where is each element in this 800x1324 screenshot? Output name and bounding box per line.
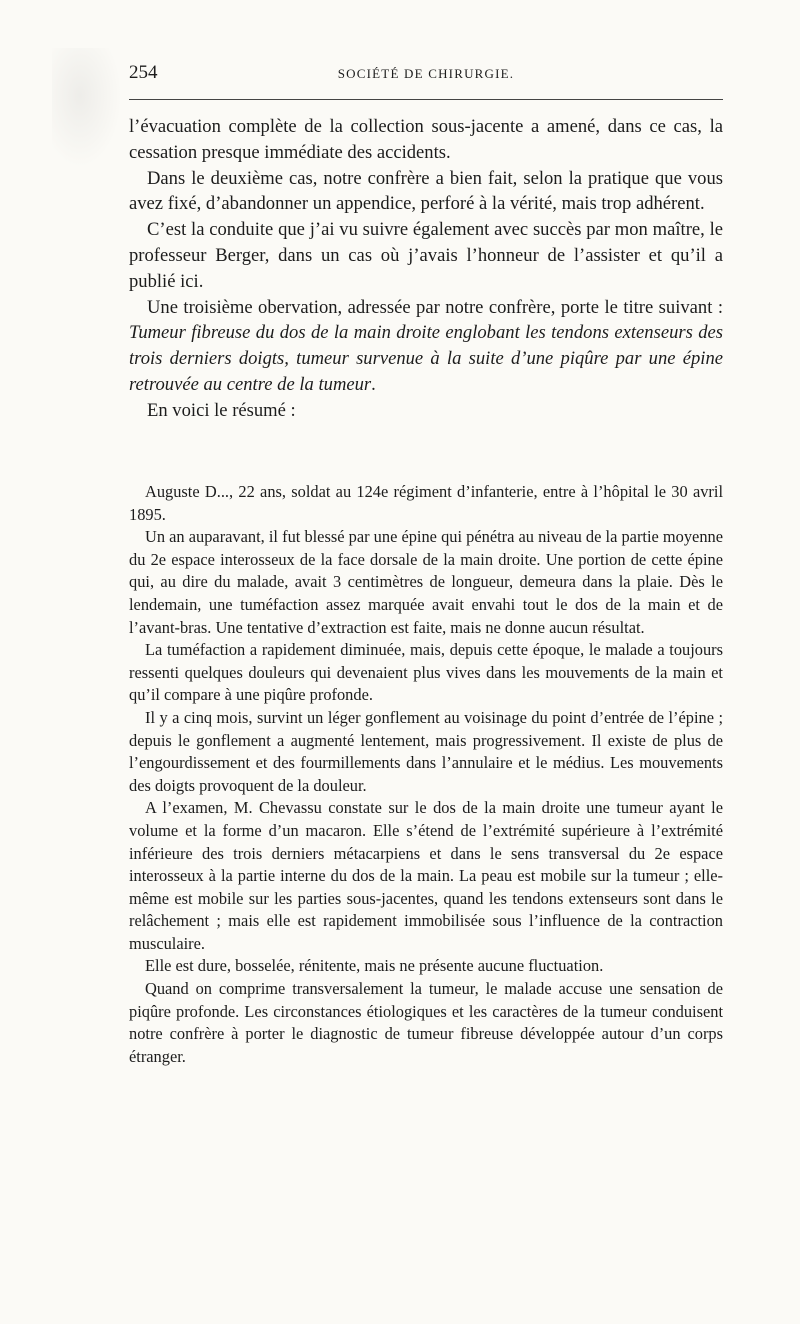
case-paragraph: Quand on comprime transversalement la tumeur, le malade accuse une sensation de piqûre profonde. Les circonstances étiologiques et les caractères de la tumeur conduisent notre confrère à porter le diagnostic de tumeur fibreuse développée autour d’un corps étranger. [129,979,723,1066]
case-paragraph: Auguste D..., 22 ans, soldat au 124e régiment d’infanterie, entre à l’hôpital le 30 avril 1895. [129,482,723,524]
observation-end: . [371,373,376,395]
paper-stain [52,48,122,168]
case-paragraph: A l’examen, M. Chevassu constate sur le dos de la main droite une tumeur ayant le volume et la forme d’un macaron. Elle s’étend de l’extrémité supérieure à l’extrémité inférieure des trois derniers métacarpiens et dans le sens transversal du 2e espace interosseux à la partie interne du dos de la main. La peau est mobile sur la tumeur ; elle-même est mobile sur les parties sous-jacentes, quand les tendons extenseurs sont dans le relâchement ; mais elle est rapidement immobilisée sous l’influence de la contraction musculaire. [129,798,723,953]
case-paragraph: Elle est dure, bosselée, rénitente, mais ne présente aucune fluctuation. [145,956,604,976]
running-head: SOCIÉTÉ DE CHIRURGIE. [337,66,515,81]
case-paragraph: La tuméfaction a rapidement diminuée, mais, depuis cette époque, le malade a toujours ressenti quelques douleurs qui devenaient plus vives dans les mouvements de la main et qu’il compare à une piqûre profonde. [129,640,723,705]
observation-intro: Une troisième obervation, adressée par notre confrère, porte le titre suivant : [147,296,723,318]
case-report [129,481,723,1068]
paragraph: C’est la conduite que j’ai vu suivre également avec succès par mon maître, le professeur Berger, dans un cas où j’avais l’honneur de l’assister et qu’il a publié ici. [129,219,723,292]
case-paragraph: Il y a cinq mois, survint un léger gonflement au voisinage du point d’entrée de l’épine ; depuis le gonflement a augmenté lentement, mais progressivement. Il existe de plus de l’engourdissement et des fourmillements dans l’annulaire et le médius. Les mouvements des doigts provoquent de la douleur. [129,707,723,795]
page-header [129,62,723,88]
main-text [129,114,723,424]
case-paragraph: Un an auparavant, il fut blessé par une épine qui pénétra au niveau de la partie moyenne du 2e espace interosseux de la face dorsale de la main droite. Une portion de cette épine qui, au dire du malade, avait 3 centimètres de longueur, demeura dans la plaie. Dès le lendemain, une tuméfaction assez marquée avait envahi tout le dos de la main et de l’avant-bras. Une tentative d’extraction est faite, mais ne donne aucun résultat. [129,527,723,637]
resume-label: En voici le résumé : [147,399,296,421]
observation-title: Tumeur fibreuse du dos de la main droite englobant les tendons extenseurs des trois derniers doigts, tumeur survenue à la suite d’une piqûre par une épine retrouvée au centre de la tumeur [129,322,723,395]
observation-paragraph [129,295,723,398]
paragraph: Dans le deuxième cas, notre confrère a bien fait, selon la pratique que vous avez fixé, d’abandonner un appendice, perforé à la vérité, mais trop adhérent. [129,167,723,215]
header-rule [129,99,723,100]
page-number: 254 [129,62,158,83]
paragraph: l’évacuation complète de la collection sous-jacente a amené, dans ce cas, la cessation presque immédiate des accidents. [129,116,723,163]
